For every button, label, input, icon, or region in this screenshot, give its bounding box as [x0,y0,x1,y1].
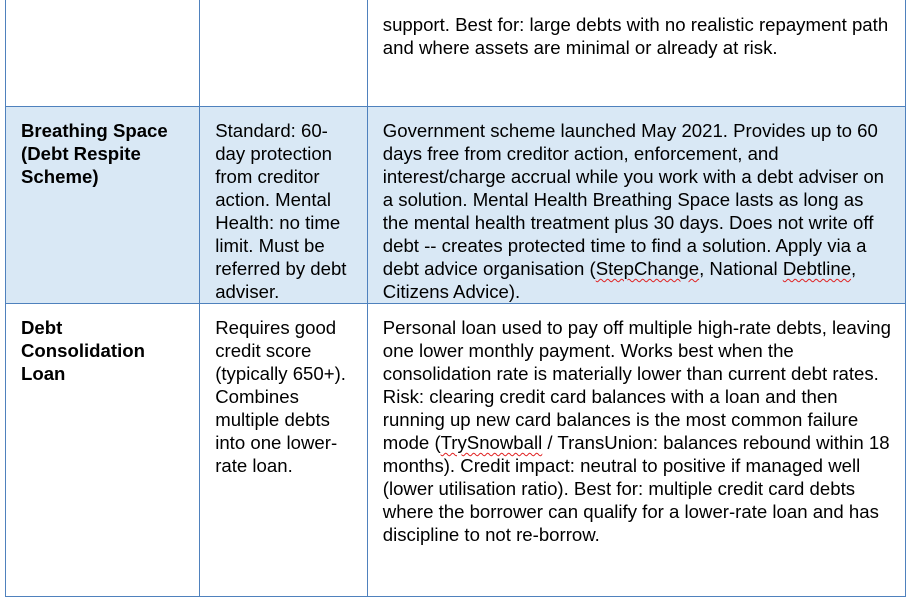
requirements-cell: Requires good credit score (typically 650+). Combines multiple debts into one lower-rate loan. [200,304,368,597]
description-text: , Citizens Advice). [382,258,857,302]
description-text: Personal loan used to pay off multiple high-rate debts, leaving one lower monthly payment. Works best when the consolidation rate is materially lower than current debt rates. Risk: clearing credit card balances with a loan and then running up new card balances is the most common failure mode ( [382,317,891,453]
description-text: , National [699,258,783,279]
description-cell [367,304,905,597]
option-name-cell: Breathing Space (Debt Respite Scheme) [6,107,200,304]
table-row [6,304,906,597]
description-cell [367,0,905,107]
description-text: / TransUnion: balances rebound within 18 months). Credit impact: neutral to positive if managed well (lower utilisation ratio). Best for: multiple credit card debts where the borrower can qualify for a lower-rate loan and has discipline to not re-borrow. [382,432,890,545]
option-name-cell [6,0,200,107]
debt-options-table [5,0,906,597]
table-row [6,107,906,304]
requirements-cell [200,0,368,107]
spellcheck-flagged-word[interactable]: StepChange [595,258,700,279]
spellcheck-flagged-word[interactable]: TrySnowball [440,432,543,453]
description-text: Government scheme launched May 2021. Provides up to 60 days free from creditor action, enforcement, and interest/charge accrual while you work with a debt adviser on a solution. Mental Health Breathing Space lasts as long as the mental health treatment plus 30 days. Does not write off debt -- creates protected time to find a solution. Apply via a debt advice organisation ( [382,120,885,279]
requirements-cell: Standard: 60-day protection from creditor action. Mental Health: no time limit. Must be referred by debt adviser. [200,107,368,304]
option-name-cell: Debt Consolidation Loan [6,304,200,597]
description-text: support. Best for: large debts with no realistic repayment path and where assets are minimal or already at risk. [382,14,889,58]
description-cell [367,107,905,304]
spellcheck-flagged-word[interactable]: Debtline [782,258,852,279]
table-row [6,0,906,107]
